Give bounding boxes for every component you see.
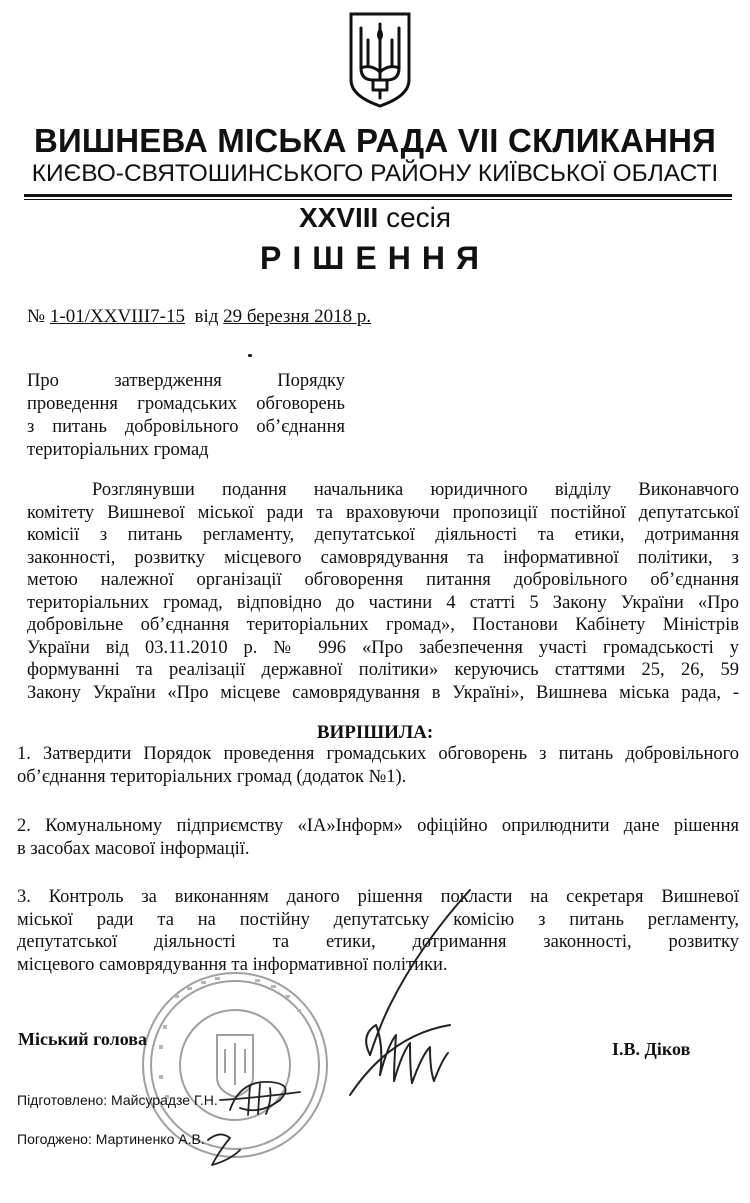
item-line: в засобах масової інформації. [17,838,250,859]
resolution-item [17,743,739,788]
item-line: міської ради та на постійну депутатську комісію з питань регламенту, [17,909,739,930]
item-line: 2. Комунальному підприємству «ІА»Інформ» офіційно оприлюднити дане рішення [17,816,739,836]
number-value: 1-01/XXVIII7-15 [49,306,185,327]
item-line: місцевого самоврядування та інформативної політики. [17,954,448,975]
decision-title: РІШЕННЯ [260,240,490,276]
prepared-by: Підготовлено: Майсурадзе Г.Н. [17,1092,218,1108]
preamble-line: комітету Вишневої міської ради та враховуючи пропозиції постійної депутатської [27,502,739,523]
preamble-line: формуванні та реалізації державної політики» керуючись статтями 25, 26, 59 [27,660,739,680]
preamble-paragraph [27,479,739,704]
council-subtitle: КИЄВО-СВЯТОШИНСЬКОГО РАЙОНУ КИЇВСЬКОЇ ОБЛАСТІ [31,160,719,187]
item-line: об’єднання територіальних громад (додаток №1). [17,766,407,787]
session-number: XXVIII [298,202,379,233]
resolved-heading: ВИРІШИЛА: [316,722,434,743]
preamble-line: комісії з питань регламенту, депутатської діяльності та етики, дотримання [27,525,739,545]
item-line: 3. Контроль за виконанням даного рішення покласти на секретаря Вишневої [17,887,739,907]
ink-dot [248,354,252,357]
decision-subject [27,370,345,462]
resolution-item [17,815,739,860]
subject-line: територіальних громад [27,440,209,460]
preamble-line: України від 03.11.2010 р. № 996 «Про забезпечення участі громадськості у [27,637,739,658]
item-line: депутатської діяльності та етики, дотримання законності, розвитку [17,932,739,952]
session-word: сесія [386,202,452,233]
preamble-line: законності, розвитку місцевого самоврядування та інформативної політики, з [27,547,739,568]
number-prefix: № [27,306,46,327]
subject-line: Про затвердження Порядку [27,371,345,391]
trident-emblem-icon [345,10,415,110]
mayor-name: І.В. Діков [612,1039,691,1059]
item-line: 1. Затвердити Порядок проведення громадських обговорень з питань добровільного [17,744,739,764]
preamble-line: метою належної організації обговорення питання добровільного об’єднання [27,570,739,590]
council-title: ВИШНЕВА МІСЬКА РАДА VII СКЛИКАННЯ [33,122,717,159]
approval-initials [200,1070,310,1180]
decision-date: 29 березня 2018 р. [223,306,372,327]
mayor-signature [330,885,480,1135]
preamble-line: добровільне об’єднання територіальних громад», Постанови Кабінету Міністрів [27,615,739,635]
subject-line: з питань добровільного об’єднання [27,417,345,437]
preamble-line: територіальних громад, відповідно до частини 4 статті 5 Закону України «Про [27,592,739,613]
agreed-by: Погоджено: Мартиненко А.В. [17,1131,205,1147]
decision-number [27,306,371,328]
subject-line: проведення громадських обговорень [27,394,345,414]
session-title [0,202,750,234]
header-divider [24,194,732,200]
preamble-line: Закону України «Про місцеве самоврядування в Україні», Вишнева міська рада, - [27,682,739,703]
date-prefix: від [194,306,219,327]
mayor-label: Міський голова [18,1029,147,1049]
preamble-line: Розглянувши подання начальника юридичного відділу Виконавчого [92,480,739,500]
